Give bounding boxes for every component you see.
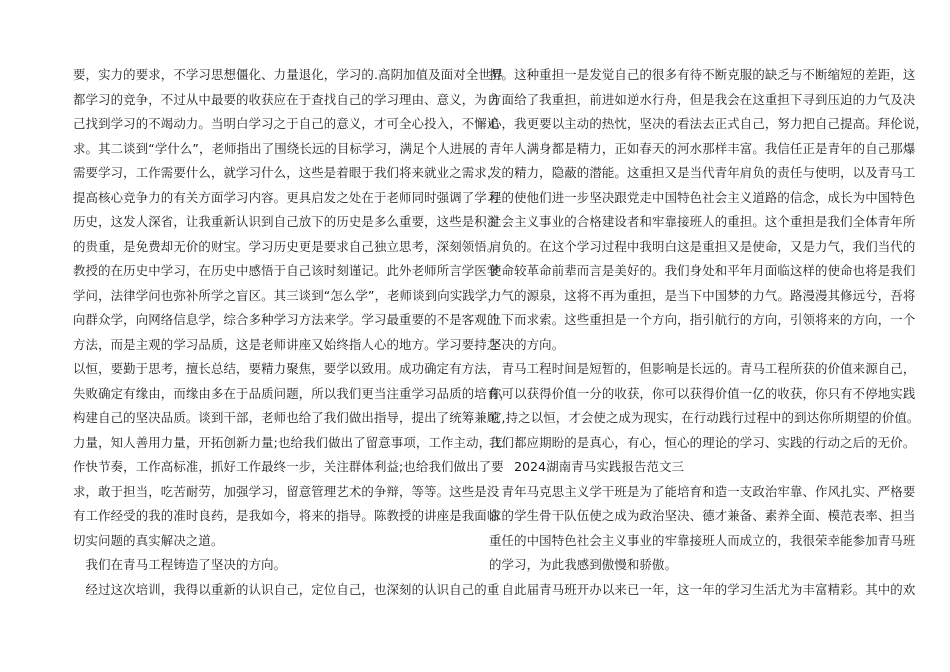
right-column-line: 力气的源泉，这将不再为重担，是当下中国梦的力气。路漫漫其修远兮，吾将 [489, 287, 916, 303]
left-column-line: 经过这次培训，我得以重新的认识自己，定位自己，也深刻的认识自己的重 [73, 581, 500, 597]
right-column-line: 它,持之以恒，才会使之成为现实，在行动践行过程中的到达你所期望的价值。 [489, 410, 920, 425]
right-column-line: 方面给了我重担，前进如逆水行舟，但是我会在这重担下寻到压迫的力气及决 [489, 91, 916, 107]
right-column-line: 坚决的方向。 [489, 336, 565, 352]
left-column-line: 切实问题的真实解决之道。 [73, 532, 224, 548]
left-column [73, 63, 512, 602]
right-column-line: 青马工程时间是短暂的，但影响是长远的。青马工程所获的价值来源自己， [489, 361, 916, 376]
right-column-line: 上下而求索。这些重担是一个方向，指引航行的方向，引领将来的方向，一个 [489, 312, 916, 327]
right-column-line: 肩负的。在这个学习过程中我明白这是重担又是使命，又是力气，我们当代的 [489, 238, 916, 254]
right-column-line: 使命较革命前辈而言是美好的。我们身处和平年月面临这样的使命也将是我们 [489, 263, 916, 278]
right-column-line: 求的学生骨干队伍使之成为政治坚决、德才兼备、素养全面、模范表率、担当 [489, 508, 916, 523]
right-column-line: 2024湖南青马实践报告范文三 [489, 459, 685, 474]
left-column-line: 构建自己的坚决品质。谈到干部，老师也给了我们做出指导，提出了统筹兼顾 [73, 410, 500, 425]
left-column-line: 力量，知人善用力量，开拓创新力量;也给我们做出了留意事项，工作主动，工 [73, 434, 504, 450]
right-column-line: 的学习，为此我感到傲慢和骄傲。 [489, 557, 678, 572]
left-column-line: 学问，法律学问也弥补所学之盲区。其三谈到“怎么学”，老师谈到向实践学， [73, 287, 500, 303]
right-column-line: 担。这种重担一是发觉自己的很多有待不断克服的缺乏与不断缩短的差距，这 [489, 67, 916, 82]
left-column-line: 的贵重，是免费却无价的财宝。学习历史更是要求自己独立思考，深刻领悟。 [73, 238, 500, 254]
right-column-line: 青年马克思主义学干班是为了能培育和造一支政治牢靠、作风扎实、严格要 [489, 483, 916, 499]
right-column-line: 重任的中国特色社会主义事业的牢靠接班人而成立的，我很荣幸能参加青马班 [489, 532, 916, 548]
right-column-line: 心，我更要以主动的热忱，坚决的看法去正式自己，努力把自己提高。拜伦说， [489, 116, 928, 131]
left-column-line: 己找到学习的不竭动力。当明白学习之于自己的意义，才可全心投入，不懈追 [73, 116, 500, 131]
left-column-line: 求，敢于担当，吃苦耐劳，加强学习，留意管理艺术的争辩，等等。这些是没 [73, 483, 500, 499]
left-column-line: 有工作经受的我的准时良药，是我如今，将来的指导。陈教授的讲座是我面临 [73, 508, 500, 523]
right-column-line: 我们都应期盼的是真心，有心，恒心的理论的学习、实践的行动之后的无价。 [489, 434, 916, 450]
left-column-line: 失败确定有缘由，而缘由多在于品质问题，所以我们更当注重学习品质的培育， [73, 385, 512, 401]
right-column-line: 你可以获得价值一分的收获，你可以获得价值一亿的收获，你只有不停地实践 [489, 385, 916, 401]
right-column [489, 63, 928, 602]
left-column-line: 教授的在历史中学习，在历史中感悟于自己该时刻谨记。此外老师所言学医学 [73, 263, 500, 278]
right-column-line: 青年人满身都是精力，正如春天的河水那样丰富。我信任正是青年的自己那爆 [489, 140, 916, 156]
left-column-line: 方法，而是主观的学习品质，这是老师讲座又始终指人心的地方。学习要持之 [73, 336, 500, 352]
left-column-line: 向群众学，向网络信息学，综合多种学习方法来学。学习最重要的不是客观的 [73, 312, 500, 327]
right-column-line: 程的使他们进一步坚决跟党走中国特色社会主义道路的信念，成长为中国特色 [489, 189, 916, 205]
right-column-line: 自此届青马班开办以来已一年，这一年的学习生活尤为丰富精彩。其中的欢 [489, 581, 916, 597]
left-column-line: 求。其二谈到“学什么”，老师指出了围绕长远的目标学习，满足个人进展的 [73, 140, 488, 156]
right-column-line: 发的精力，隐蔽的潜能。这重担又是当代青年肩负的责任与使明，以及青马工 [489, 165, 916, 180]
left-column-line: 都学习的竞争，不过从中最要的收获应在于查找自己的学习理由、意义，为自 [73, 91, 500, 107]
left-column-line: 要，实力的要求，不学习思想僵化、力量退化，学习的.高阴加值及面对全世界 [73, 67, 504, 82]
left-column-line: 我们在青马工程铸造了坚决的方向。 [73, 557, 287, 572]
left-column-line: 历史，这发人深省，让我重新认识到自己放下的历史是多么重要，这些是积淀 [73, 214, 500, 229]
left-column-line: 以恒，要勤于思考，擅长总结，要精力聚焦，要学以致用。成功确定有方法， [73, 361, 500, 376]
right-column-line: 社会主义事业的合格建设者和牢靠接班人的重担。这个重担是我们全体青年所 [489, 214, 916, 229]
left-column-line: 需要学习，工作需要什么，就学习什么，这些是着眼于我们将来就业之需求， [73, 165, 500, 180]
left-column-line: 提高核心竞争力的有关方面学习内容。更具启发之处在于老师同时强调了学习 [73, 189, 500, 205]
left-column-line: 作快节奏，工作高标准，抓好工作最终一步，关注群体利益;也给我们做出了要 [73, 459, 504, 474]
